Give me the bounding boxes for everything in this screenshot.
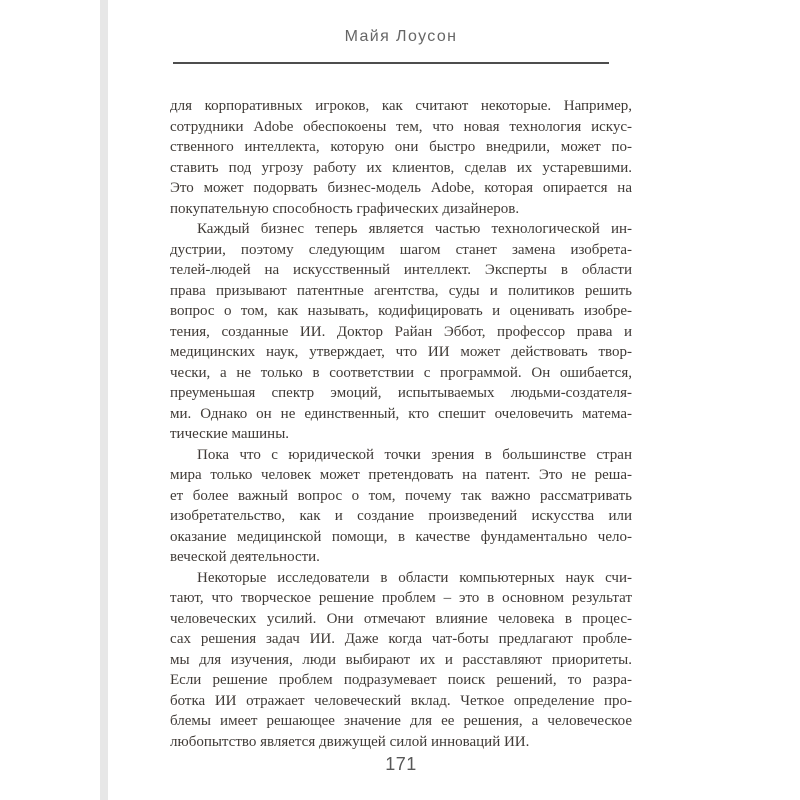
body-line: телей-людей на искусственный интеллект. Эксперты в области: [170, 262, 632, 278]
header-rule: [173, 62, 609, 64]
body-line: ет более важный вопрос о том, почему так важно рассматривать: [170, 487, 632, 504]
body-line: права призывают патентные агентства, суды и политиков решить: [170, 282, 632, 299]
body-line: Некоторые исследователи в области компьютерных наук счи-: [197, 569, 632, 586]
body-line: мы для изучения, люди выбирают их и расставляют приоритеты.: [170, 651, 632, 668]
page-number: 171: [385, 754, 417, 774]
body-line: оказание медицинской помощи, в качестве фундаментально чело-: [170, 528, 632, 545]
paragraph: [170, 445, 632, 568]
body-line: чески, а не только в соответствии с программой. Он ошибается,: [170, 364, 632, 381]
page-edge-shadow: [100, 0, 108, 800]
body-line: дустрии, поэтому следующим шагом станет замена изобрета-: [170, 241, 632, 258]
body-line: изобретательство, как и создание произведений искусства или: [170, 508, 632, 524]
body-line: ственного интеллекта, которую они быстро внедрили, может по-: [170, 139, 632, 155]
body-line: любопытство является движущей силой инноваций ИИ.: [170, 733, 530, 750]
body-line: Каждый бизнес теперь является частью технологической ин-: [197, 221, 632, 237]
body-line: ботка ИИ отражает человеческий вклад. Четкое определение про-: [170, 692, 632, 709]
paragraph: [170, 219, 632, 445]
body-line: веческой деятельности.: [170, 549, 320, 565]
body-line: преуменьшая спектр эмоций, испытываемых людьми-создателя-: [170, 385, 632, 401]
body-line: Пока что с юридической точки зрения в большинстве стран: [197, 446, 632, 463]
paragraph: [170, 96, 632, 219]
body-text: [170, 96, 632, 752]
body-line: вопрос о том, как называть, кодифицировать и оценивать изобре-: [170, 303, 632, 319]
body-line: блемы имеет решающее значение для ее решения, а человеческое: [170, 713, 632, 729]
body-line: Если решение проблем подразумевает поиск решений, то разра-: [170, 672, 632, 688]
body-line: тические машины.: [170, 426, 290, 442]
body-line: Это может подорвать бизнес-модель Adobe, которая опирается на: [170, 180, 632, 196]
body-line: мира только человек может претендовать на патент. Это не реша-: [170, 467, 632, 483]
body-line: покупательную способность графических дизайнеров.: [170, 200, 520, 217]
body-line: сотрудники Adobe обеспокоены тем, что новая технология искус-: [170, 118, 632, 135]
running-header: Майя Лоусон: [344, 28, 458, 45]
body-line: тения, созданные ИИ. Доктор Райан Эббот, профессор права и: [170, 323, 632, 340]
body-line: медицинских наук, утверждает, что ИИ может действовать твор-: [170, 344, 632, 360]
body-line: сах решения задач ИИ. Даже когда чат-боты предлагают пробле-: [170, 631, 632, 647]
body-line: для корпоративных игроков, как считают некоторые. Например,: [170, 98, 632, 114]
body-line: ми. Однако он не единственный, кто спешит очеловечить матема-: [170, 405, 632, 422]
body-line: человеческих усилий. Они отмечают влияние человека в процес-: [170, 610, 632, 627]
body-line: тают, что творческое решение проблем – это в основном результат: [170, 590, 632, 606]
paragraph: [170, 568, 632, 753]
body-line: ставить под угрозу работу их клиентов, сделав их устаревшими.: [170, 159, 632, 176]
